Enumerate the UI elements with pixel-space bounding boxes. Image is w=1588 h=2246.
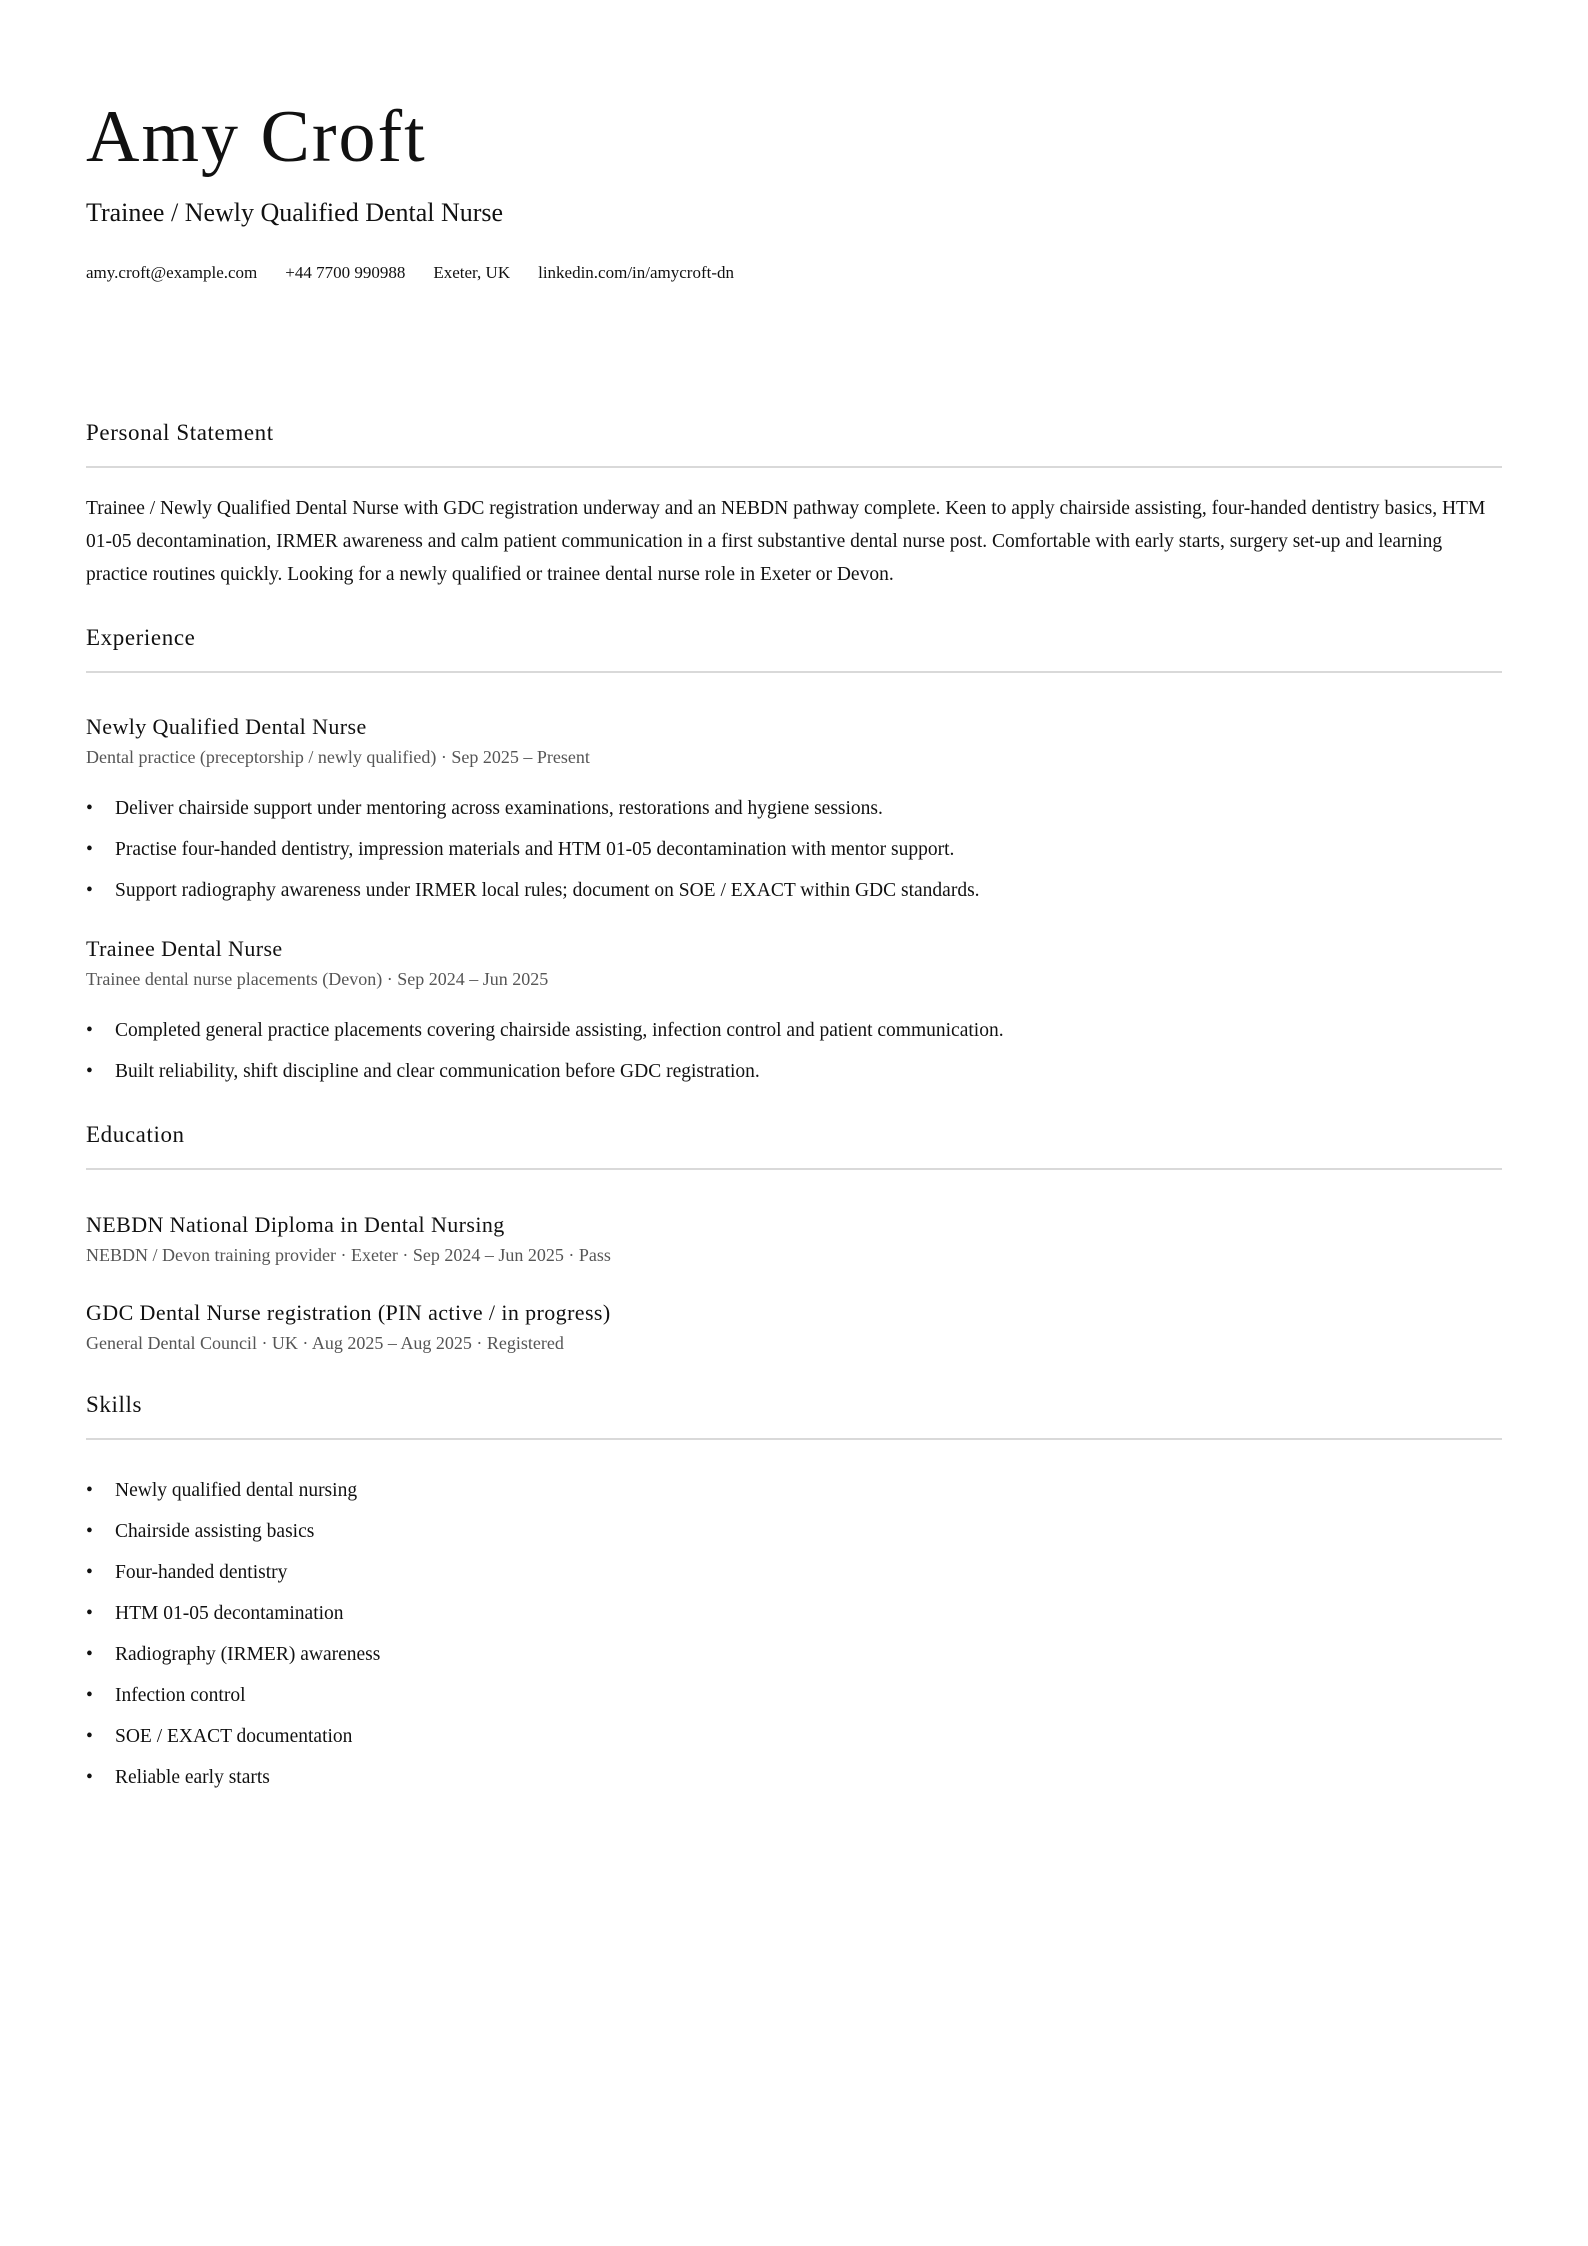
skill-item: • Four-handed dentistry [86,1560,380,1586]
contact-row [86,262,734,284]
job-title: Newly Qualified Dental Nurse [86,714,367,739]
skill-item: • Chairside assisting basics [86,1519,380,1545]
section-title-personal-statement: Personal Statement [86,420,274,445]
job-meta: Trainee dental nurse placements (Devon) · Sep 2024 – Jun 2025 [86,969,549,989]
job-title: Trainee Dental Nurse [86,936,283,961]
candidate-name: Amy Croft [86,96,427,178]
job-bullet: • Support radiography awareness under IRMER local rules; document on SOE / EXACT within GDC standards. [86,878,980,904]
skill-item: • Radiography (IRMER) awareness [86,1642,380,1668]
job-bullets [86,1018,1004,1085]
skills-list [86,1478,380,1791]
skill-item: • Newly qualified dental nursing [86,1478,380,1504]
section-divider [86,466,1502,468]
candidate-role: Trainee / Newly Qualified Dental Nurse [86,198,504,227]
skill-item: • HTM 01-05 decontamination [86,1601,380,1627]
contact-email[interactable]: amy.croft@example.com [86,263,258,282]
job-bullet: • Deliver chairside support under mentoring across examinations, restorations and hygiene sessions. [86,796,980,822]
section-divider [86,1168,1502,1170]
job-bullet: • Practise four-handed dentistry, impression materials and HTM 01-05 decontamination with mentor support. [86,837,980,863]
education-title: NEBDN National Diploma in Dental Nursing [86,1212,505,1237]
section-title-experience: Experience [86,625,196,650]
job-bullets [86,796,980,904]
section-title-education: Education [86,1122,185,1147]
section-divider [86,1438,1502,1440]
job-meta: Dental practice (preceptorship / newly qualified) · Sep 2025 – Present [86,747,590,767]
contact-linkedin[interactable]: linkedin.com/in/amycroft-dn [538,263,735,282]
section-divider [86,671,1502,673]
skill-item: • SOE / EXACT documentation [86,1724,380,1750]
skill-item: • Infection control [86,1683,380,1709]
contact-phone[interactable]: +44 7700 990988 [285,263,406,282]
personal-statement-text: Trainee / Newly Qualified Dental Nurse with GDC registration underway and an NEBDN pathway complete. Keen to apply chairside assisting, four-handed dentistry basics, HTM 01-05 decontamination, IRMER awareness and calm patient communication in a first substantive dental nurse post. Comfortable with early starts, surgery set-up and learning practice routines quickly. Looking for a newly qualified or trainee dental nurse role in Exeter or Devon. [86,498,1486,585]
contact-location: Exeter, UK [433,263,511,282]
job-bullet: • Completed general practice placements covering chairside assisting, infection control and patient communication. [86,1018,1004,1044]
education-meta: NEBDN / Devon training provider · Exeter · Sep 2024 – Jun 2025 · Pass [86,1245,611,1265]
job-bullet: • Built reliability, shift discipline and clear communication before GDC registration. [86,1059,1004,1085]
education-title: GDC Dental Nurse registration (PIN active / in progress) [86,1300,611,1325]
section-title-skills: Skills [86,1392,143,1417]
skill-item: • Reliable early starts [86,1765,380,1791]
education-meta: General Dental Council · UK · Aug 2025 – Aug 2025 · Registered [86,1333,564,1353]
